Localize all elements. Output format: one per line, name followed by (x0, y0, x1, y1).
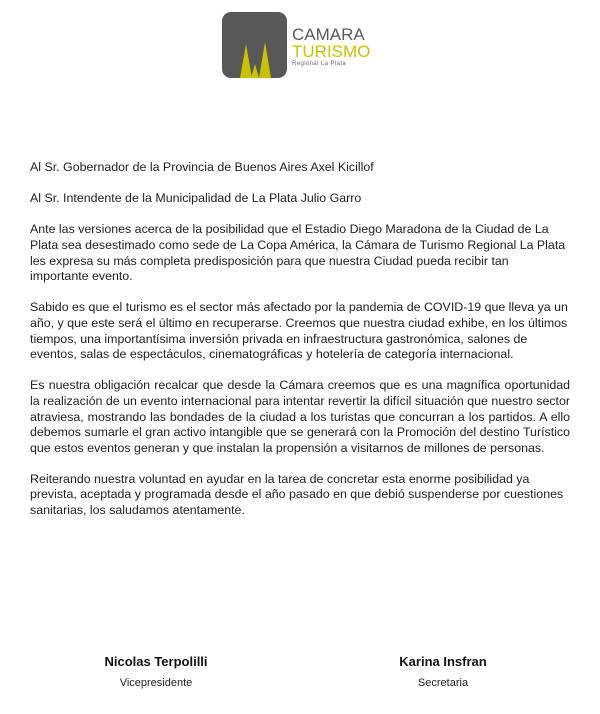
signer-role: Secretaria (417, 677, 469, 689)
signature-vicepresident (56, 654, 256, 690)
spires-icon (222, 12, 287, 78)
paragraph: Reiterando nuestra voluntad en ayudar en la tarea de concretar esta enorme posibilidad ya prevista, aceptada y programada desde el año pasado en que debió suspenderse por cuestiones sanitarias, los saludamos atentamente. (30, 471, 564, 518)
addressee-governor: Al Sr. Gobernador de la Provincia de Buenos Aires Axel Kicillof (30, 160, 374, 174)
logo-regional: Regional La Plata (292, 61, 347, 67)
letter-body (30, 160, 570, 534)
logo-text (292, 26, 370, 69)
logo (222, 12, 372, 80)
logo-camara: CAMARA (292, 25, 365, 44)
signatures (0, 654, 600, 694)
signer-role: Vicepresidente (119, 677, 193, 689)
signer-name: Karina Insfran (399, 654, 487, 669)
paragraph: Sabido es que el turismo es el sector más afectado por la pandemia de COVID-19 que lleva ya un año, y que este será el último en recuperarse. Creemos que nuestra ciudad exhibe, en los últimos tiempos, una importantísima inversión privada en infraestructura gastronómica, salones de eventos, salas de espectáculos, cinematográficas y hotelería de categoría internacional. (30, 300, 568, 362)
signature-secretary (343, 654, 543, 690)
signer-name: Nicolas Terpolilli (104, 654, 208, 669)
paragraph: Ante las versiones acerca de la posibilidad que el Estadio Diego Maradona de la Ciudad de La Plata sea desestimado como sede de La Copa América, la Cámara de Turismo Regional La Plata les expresa su más completa predisposición para que nuestra Ciudad pueda recibir tan importante evento. (30, 222, 566, 284)
addressee-mayor: Al Sr. Intendente de la Municipalidad de La Plata Julio Garro (30, 191, 362, 206)
logo-mark (222, 12, 287, 78)
paragraph: Es nuestra obligación recalcar que desde la Cámara creemos que es una magnífica oportunidad la realización de un evento internacional para intentar revertir la difícil situación que nuestro sector atraviesa, mostrando las bondades de la ciudad a los turistas que concurran a los partidos. A ello debemos sumarle el gran activo intangible que se generará con la Promoción del destino Turístico que estos eventos generan y que instalan la propensión a visitarnos de millones de personas. (30, 378, 570, 455)
logo-turismo: TURISMO (292, 42, 371, 61)
